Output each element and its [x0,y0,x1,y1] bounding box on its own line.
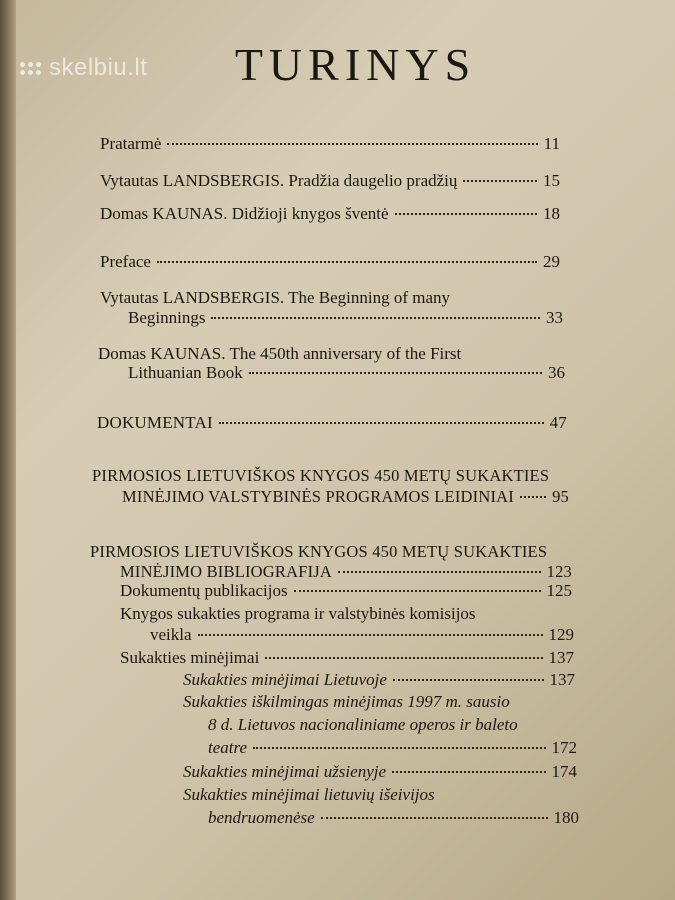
toc-page-number: 11 [543,134,560,153]
toc-page-number: 137 [549,670,575,689]
toc-page-number: 123 [546,562,572,581]
toc-entry-uzsienyje [183,762,577,782]
toc-page-number: 29 [543,252,560,271]
toc-entry-landsbergis-en-line1: Vytautas LANDSBERGIS. The Beginning of many [100,288,451,307]
toc-entry-landsbergis-en [128,308,563,328]
book-spine-shadow [0,0,16,900]
toc-entry-lietuvoje [183,670,575,690]
toc-page-number: 36 [548,363,565,382]
toc-entry-text: teatre [208,738,248,757]
toc-page-number: 95 [552,487,569,506]
toc-entry-iseivijos-line1: Sukakties minėjimai lietuvių išeivijos [183,785,435,804]
toc-entry-kaunas-en-line1: Domas KAUNAS. The 450th anniversary of the First [98,344,462,363]
dot-leader [157,261,537,263]
toc-page-number: 33 [546,308,563,327]
toc-entry-programa [122,487,569,507]
toc-entry-landsbergis-lt [100,171,560,191]
toc-entry-text: MINĖJIMO BIBLIOGRAFIJA [120,562,333,581]
toc-entry-text: veikla [150,625,192,644]
dot-leader [520,496,546,498]
toc-entry-komisija-line1: Knygos sukakties programa ir valstybinės komisijos [120,604,476,623]
dot-leader [338,571,541,573]
toc-page-number: 47 [549,413,567,432]
toc-entry-pratarme [100,134,560,154]
toc-entry-komisija [150,625,574,645]
toc-entry-text: Pratarmė [100,134,162,153]
toc-page-number: 180 [553,808,579,827]
toc-entry-programa-line1: PIRMOSIOS LIETUVIŠKOS KNYGOS 450 METŲ SUKAKTIES [92,466,550,485]
toc-entry-text: Sukakties minėjimai Lietuvoje [183,670,387,689]
dot-leader [249,372,542,374]
dot-leader [265,657,542,659]
toc-entry-iskilmingas [208,738,577,758]
dot-leader [321,817,548,819]
toc-entry-bibliografija [120,562,572,582]
dot-leader [167,143,537,145]
toc-entry-text: Vytautas LANDSBERGIS. Pradžia daugelio pradžių [100,171,458,190]
toc-entry-publikacijos [120,581,572,601]
toc-entry-minejimai [120,648,574,668]
toc-entry-text: bendruomenėse [208,808,315,827]
toc-entry-kaunas-en [128,363,565,383]
toc-entry-text: Sukakties minėjimai [120,648,260,667]
toc-entry-text: DOKUMENTAI [97,413,213,432]
dot-leader [463,180,537,182]
toc-page-number: 174 [551,762,577,781]
dot-leader [253,747,545,749]
dot-leader [294,590,541,592]
toc-entry-kaunas-lt [100,204,560,224]
dot-leader [198,634,543,636]
toc-entry-iseivijos [208,808,579,828]
toc-page-number: 125 [546,581,572,600]
dot-leader [395,213,537,215]
dot-leader [211,317,540,319]
toc-entry-text: Domas KAUNAS. Didžioji knygos šventė [100,204,389,223]
toc-entry-iskilmingas-line2: 8 d. Lietuvos nacionaliniame operos ir baleto [208,715,518,734]
toc-entry-text: Preface [100,252,151,271]
toc-entry-bibliografija-line1: PIRMOSIOS LIETUVIŠKOS KNYGOS 450 METŲ SUKAKTIES [90,542,548,561]
page-title: TURINYS [234,39,477,90]
toc-entry-text: Beginnings [128,308,206,327]
toc-entry-text: Lithuanian Book [128,363,243,382]
toc-page-number: 172 [551,738,577,757]
toc-page-number: 137 [548,648,574,667]
dot-leader [393,679,544,681]
toc-entry-text: Sukakties minėjimai užsienyje [183,762,387,781]
toc-page-number: 129 [548,625,574,644]
toc-entry-preface [100,252,560,272]
dot-leader [219,422,544,424]
toc-entry-dokumentai [97,413,567,433]
toc-entry-text: MINĖJIMO VALSTYBINĖS PROGRAMOS LEIDINIAI [122,487,514,506]
toc-entry-text: Dokumentų publikacijos [120,581,288,600]
toc-page-number: 18 [543,204,560,223]
dot-leader [392,771,545,773]
watermark-text: skelbiu.lt [49,54,148,81]
toc-page-number: 15 [543,171,560,190]
toc-entry-iskilmingas-line1: Sukakties iškilmingas minėjimas 1997 m. sausio [183,692,510,711]
